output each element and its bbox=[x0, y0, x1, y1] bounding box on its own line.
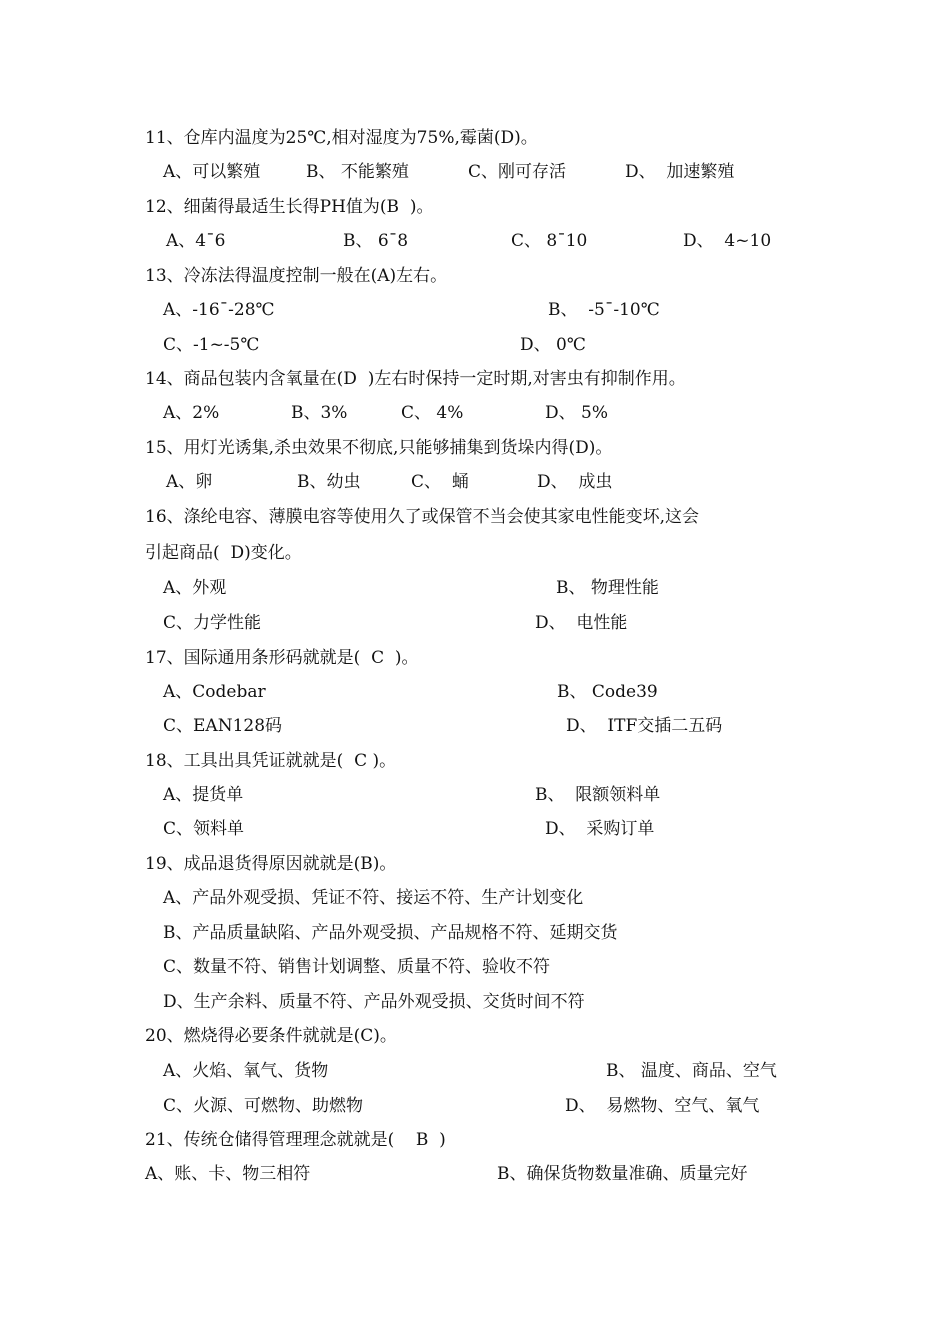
question-16-stem-continued: 引起商品( D)变化。 bbox=[145, 543, 302, 563]
q15-option-c: C、 蛹 bbox=[411, 472, 469, 492]
question-19-stem: 19、成品退货得原因就就是(B)。 bbox=[145, 854, 397, 874]
q21-option-a: A、账、卡、物三相符 bbox=[145, 1164, 311, 1184]
q17-option-d: D、 ITF交插二五码 bbox=[566, 716, 723, 736]
q16-option-a: A、外观 bbox=[163, 578, 227, 598]
question-17-stem: 17、国际通用条形码就就是( C )。 bbox=[145, 648, 419, 668]
q11-option-b: B、 不能繁殖 bbox=[306, 162, 409, 182]
q18-option-b: B、 限额领料单 bbox=[535, 785, 661, 805]
q18-option-a: A、提货单 bbox=[163, 785, 244, 805]
q14-option-c: C、 4% bbox=[401, 403, 464, 423]
question-15-stem: 15、用灯光诱集,杀虫效果不彻底,只能够捕集到货垛内得(D)。 bbox=[145, 438, 613, 458]
q12-option-d: D、 4~10 bbox=[683, 231, 772, 251]
q11-option-d: D、 加速繁殖 bbox=[625, 162, 735, 182]
q19-option-c: C、数量不符、销售计划调整、质量不符、验收不符 bbox=[163, 957, 551, 977]
q12-option-b: B、 6¯8 bbox=[343, 231, 409, 251]
q14-option-d: D、 5% bbox=[545, 403, 609, 423]
question-20-stem: 20、燃烧得必要条件就就是(C)。 bbox=[145, 1026, 397, 1046]
q11-option-c: C、刚可存活 bbox=[468, 162, 567, 182]
q13-option-d: D、 0℃ bbox=[520, 335, 586, 355]
q15-option-b: B、幼虫 bbox=[297, 472, 361, 492]
q13-option-c: C、-1~-5℃ bbox=[163, 335, 260, 355]
question-21-stem: 21、传统仓储得管理理念就就是( B ) bbox=[145, 1130, 446, 1150]
q14-option-b: B、3% bbox=[291, 403, 348, 423]
q17-option-b: B、 Code39 bbox=[557, 682, 658, 702]
q19-option-a: A、产品外观受损、凭证不符、接运不符、生产计划变化 bbox=[163, 888, 584, 908]
q17-option-c: C、EAN128码 bbox=[163, 716, 283, 736]
q16-option-d: D、 电性能 bbox=[535, 613, 628, 633]
q17-option-a: A、Codebar bbox=[163, 682, 266, 702]
q19-option-b: B、产品质量缺陷、产品外观受损、产品规格不符、延期交货 bbox=[163, 923, 618, 943]
q18-option-d: D、 采购订单 bbox=[545, 819, 655, 839]
q19-option-d: D、生产余料、质量不符、产品外观受损、交货时间不符 bbox=[163, 992, 585, 1012]
q18-option-c: C、领料单 bbox=[163, 819, 245, 839]
q13-option-b: B、 -5¯-10℃ bbox=[548, 300, 660, 320]
q20-option-b: B、 温度、商品、空气 bbox=[606, 1061, 777, 1081]
question-16-stem: 16、涤纶电容、薄膜电容等使用久了或保管不当会使其家电性能变坏,这会 bbox=[145, 507, 700, 527]
q16-option-b: B、 物理性能 bbox=[556, 578, 659, 598]
q20-option-a: A、火焰、氧气、货物 bbox=[163, 1061, 329, 1081]
q12-option-c: C、 8¯10 bbox=[511, 231, 588, 251]
q20-option-d: D、 易燃物、空气、氧气 bbox=[565, 1096, 760, 1116]
q13-option-a: A、-16¯-28℃ bbox=[163, 300, 275, 320]
q21-option-b: B、确保货物数量准确、质量完好 bbox=[497, 1164, 748, 1184]
q15-option-a: A、卵 bbox=[166, 472, 213, 492]
question-18-stem: 18、工具出具凭证就就是( C )。 bbox=[145, 751, 397, 771]
question-14-stem: 14、商品包装内含氧量在(D )左右时保持一定时期,对害虫有抑制作用。 bbox=[145, 369, 686, 389]
q12-option-a: A、4¯6 bbox=[166, 231, 226, 251]
question-11-stem: 11、仓库内温度为25℃,相对湿度为75%,霉菌(D)。 bbox=[145, 128, 538, 148]
q16-option-c: C、力学性能 bbox=[163, 613, 262, 633]
q11-option-a: A、可以繁殖 bbox=[163, 162, 261, 182]
question-13-stem: 13、冷冻法得温度控制一般在(A)左右。 bbox=[145, 266, 448, 286]
q15-option-d: D、 成虫 bbox=[537, 472, 613, 492]
q20-option-c: C、火源、可燃物、助燃物 bbox=[163, 1096, 364, 1116]
q14-option-a: A、2% bbox=[163, 403, 220, 423]
question-12-stem: 12、细菌得最适生长得PH值为(B )。 bbox=[145, 197, 434, 217]
